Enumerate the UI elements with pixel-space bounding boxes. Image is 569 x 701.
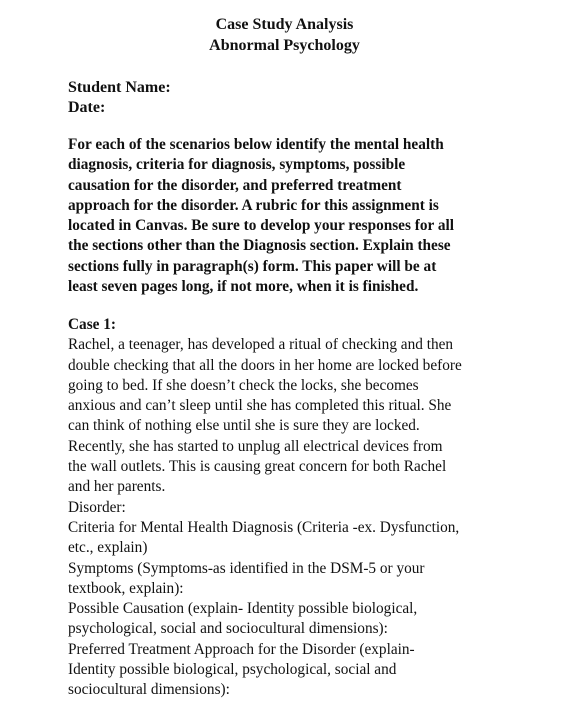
case-1-line: Rachel, a teenager, has developed a ritual of checking and then	[68, 336, 454, 354]
treatment-label: Preferred Treatment Approach for the Disorder (explain-	[68, 640, 415, 658]
criteria-label: Criteria for Mental Health Diagnosis (Criteria -ex. Dysfunction,	[68, 518, 460, 536]
causation-label-cont: psychological, social and sociocultural dimensions):	[68, 620, 388, 638]
case-1-line: anxious and can’t sleep until she has completed this ritual. She	[68, 397, 452, 415]
instructions-paragraph	[68, 135, 518, 297]
case-1-line: the wall outlets. This is causing great concern for both Rachel	[68, 458, 447, 476]
document-title: Case Study Analysis	[215, 16, 354, 33]
case-1-section	[68, 315, 518, 701]
treatment-label-cont: Identity possible biological, psychological, social and	[68, 661, 397, 679]
instructions-line: For each of the scenarios below identify the mental health	[68, 136, 444, 153]
causation-label: Possible Causation (explain- Identity possible biological,	[68, 600, 418, 618]
instructions-line: the sections other than the Diagnosis section. Explain these	[68, 237, 451, 255]
instructions-line: causation for the disorder, and preferred treatment	[68, 176, 402, 194]
instructions-line: least seven pages long, if not more, when it is finished.	[68, 278, 419, 296]
document-subtitle: Abnormal Psychology	[209, 37, 360, 54]
case-1-line: Recently, she has started to unplug all electrical devices from	[68, 437, 443, 455]
case-1-line: can think of nothing else until she is sure they are locked.	[68, 417, 420, 435]
case-1-line: going to bed. If she doesn’t check the locks, she becomes	[68, 376, 419, 394]
symptoms-label-cont: textbook, explain):	[68, 579, 184, 597]
case-1-heading: Case 1:	[68, 316, 117, 333]
criteria-label-cont: etc., explain)	[68, 539, 148, 557]
case-1-line: and her parents.	[68, 478, 166, 496]
instructions-line: located in Canvas. Be sure to develop your responses for all	[68, 217, 454, 235]
instructions-line: approach for the disorder. A rubric for this assignment is	[68, 196, 439, 214]
disorder-label: Disorder:	[68, 498, 126, 516]
instructions-line: sections fully in paragraph(s) form. This paper will be at	[68, 257, 437, 275]
symptoms-label: Symptoms (Symptoms-as identified in the DSM-5 or your	[68, 559, 425, 577]
instructions-line: diagnosis, criteria for diagnosis, symptoms, possible	[68, 156, 406, 174]
date-label: Date:	[68, 99, 106, 116]
student-name-label: Student Name:	[68, 79, 171, 96]
case-1-line: double checking that all the doors in her home are locked before	[68, 356, 462, 374]
treatment-label-end: sociocultural dimensions):	[68, 681, 230, 699]
